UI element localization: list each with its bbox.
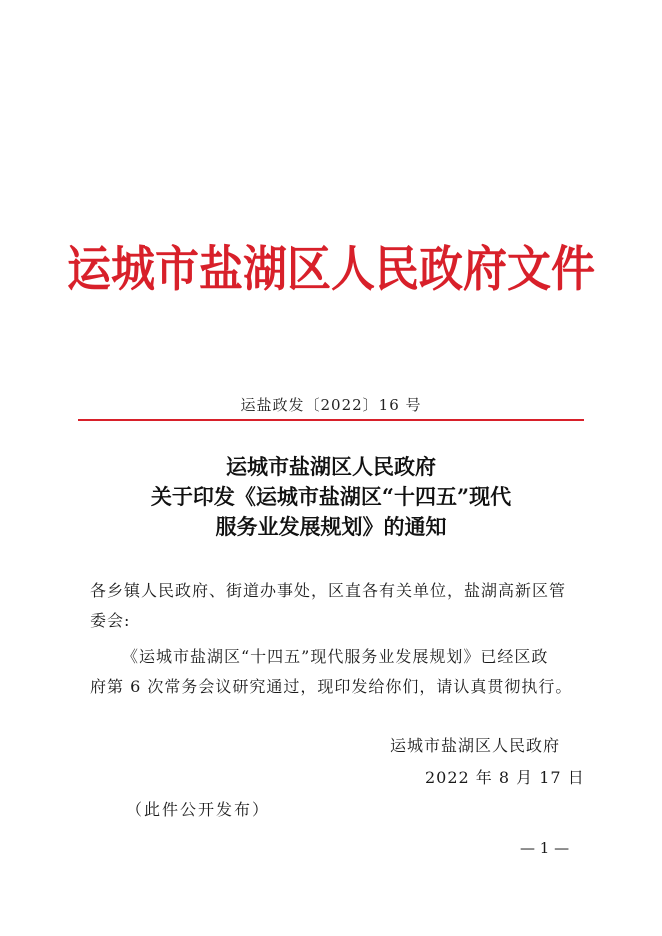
salutation-line-1: 各乡镇人民政府、街道办事处，区直各有关单位，盐湖高新区管 <box>90 581 567 600</box>
title-line-2: 关于印发《运城市盐湖区“十四五”现代 <box>150 484 512 509</box>
title-line-1: 运城市盐湖区人民政府 <box>226 454 436 479</box>
issuer-banner: 运城市盐湖区人民政府文件 <box>67 241 595 298</box>
signature-date: 2022 年 8 月 17 日 <box>425 768 585 787</box>
red-divider-line <box>78 419 584 421</box>
document-title <box>0 452 662 542</box>
publication-note: （此件公开发布） <box>126 800 271 819</box>
paragraph-line-1: 《运城市盐湖区“十四五”现代服务业发展规划》已经区政 <box>122 647 549 666</box>
salutation-line-2: 委会: <box>90 611 131 630</box>
signature-issuer: 运城市盐湖区人民政府 <box>390 736 561 755</box>
title-line-3: 服务业发展规划》的通知 <box>215 514 447 539</box>
document-number: 运盐政发〔2022〕16 号 <box>240 396 422 414</box>
page-number: — 1 — <box>520 839 570 857</box>
paragraph-line-2: 府第 6 次常务会议研究通过，现印发给你们，请认真贯彻执行。 <box>90 677 573 696</box>
